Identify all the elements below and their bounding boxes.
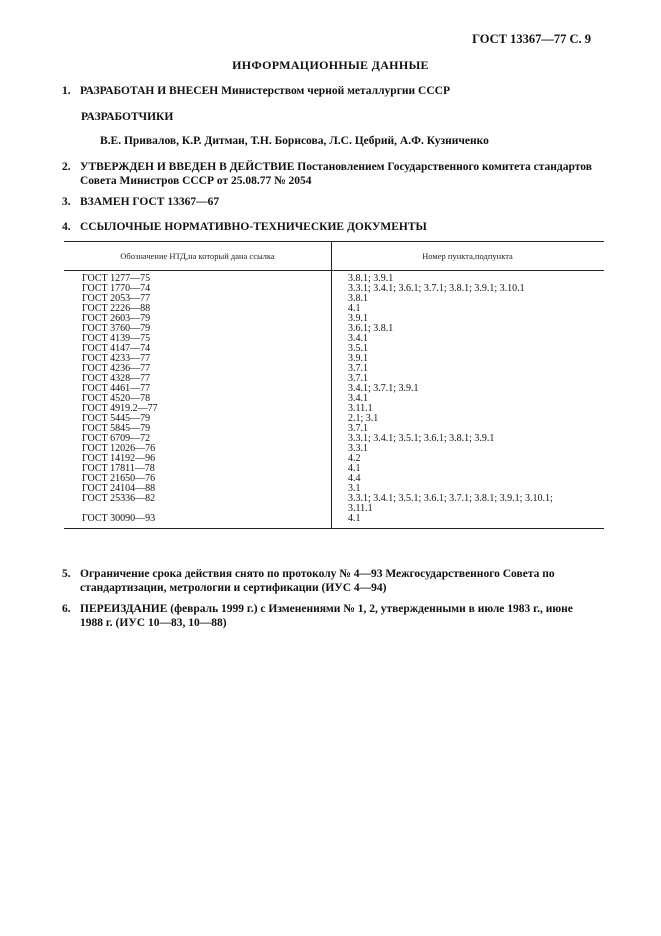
cell-document: ГОСТ 25336—82 [82,493,156,504]
cell-document: ГОСТ 4233—77 [82,353,151,364]
section-4 [62,220,602,234]
cell-clauses: 4.4 [348,473,361,484]
cell-clauses: 3.8.1; 3.9.1 [348,273,394,284]
cell-clauses: 3.3.1; 3.4.1; 3.5.1; 3.6.1; 3.8.1; 3.9.1 [348,433,495,444]
cell-document: ГОСТ 2053—77 [82,293,151,304]
cell-clauses [331,494,604,514]
cell-clauses: 3.4.1; 3.7.1; 3.9.1 [348,383,419,394]
section-number: 5. [62,568,71,580]
cell-clauses: 3.9.1 [348,353,368,364]
cell-clauses: 3.6.1; 3.8.1 [348,323,394,334]
section-6 [62,602,602,630]
cell-clauses-line: 3.3.1; 3.4.1; 3.5.1; 3.6.1; 3.7.1; 3.8.1; 3.9.1; 3.10.1; [348,493,553,504]
column-header-document: Обозначение НТД,на который дана ссылка [120,251,275,261]
section-2 [62,160,602,188]
cell-document: ГОСТ 30090—93 [82,513,156,524]
cell-clauses: 3.5.1 [348,343,368,354]
cell-clauses: 3.1 [348,483,361,494]
column-header-clause: Номер пункта,подпункта [422,251,513,261]
page-title: ИНФОРМАЦИОННЫЕ ДАННЫЕ [232,58,429,72]
cell-clauses: 4.1 [348,303,361,314]
cell-document: ГОСТ 1277—75 [82,273,151,284]
cell-clauses: 3.4.1 [348,393,368,404]
cell-document: ГОСТ 1770—74 [82,283,151,294]
cell-clauses: 4.1 [348,513,361,524]
cell-document: ГОСТ 5845—79 [82,423,151,434]
cell-document: ГОСТ 2226—88 [82,303,151,314]
cell-document: ГОСТ 12026—76 [82,443,156,454]
cell-clauses: 3.11.1 [348,403,373,414]
section-6-line2: 1988 г. (ИУС 10—83, 10—88) [80,617,227,629]
section-number: 4. [62,221,71,233]
cell-clauses: 3.8.1 [348,293,368,304]
cell-document: ГОСТ 4139—75 [82,333,151,344]
cell-clauses: 4.2 [348,453,361,464]
cell-clauses: 3.7.1 [348,423,368,434]
references-table [64,241,604,529]
cell-document: ГОСТ 4919.2—77 [82,403,158,414]
page-reference: ГОСТ 13367—77 С. 9 [472,32,591,46]
column-divider [331,242,332,528]
section-4-text: ССЫЛОЧНЫЕ НОРМАТИВНО-ТЕХНИЧЕСКИЕ ДОКУМЕНТЫ [80,221,427,233]
section-6-line1: ПЕРЕИЗДАНИЕ (февраль 1999 г.) с Изменениями № 1, 2, утвержденными в июле 1983 г., июне [80,603,573,615]
cell-clauses: 3.4.1 [348,333,368,344]
developers-list: В.Е. Привалов, К.Р. Дитман, Т.Н. Борисова, Л.С. Цебрий, А.Ф. Кузниченко [100,135,489,147]
cell-clauses: 3.7.1 [348,363,368,374]
cell-document: ГОСТ 2603—79 [82,313,151,324]
cell-clauses: 3.3.1 [348,443,368,454]
section-number: 3. [62,196,71,208]
section-1-text: РАЗРАБОТАН И ВНЕСЕН Министерством черной металлургии СССР [80,85,450,97]
cell-document: ГОСТ 4236—77 [82,363,151,374]
section-2-line2: Совета Министров СССР от 25.08.77 № 2054 [80,175,312,187]
cell-document: ГОСТ 4461—77 [82,383,151,394]
cell-document: ГОСТ 17811—78 [82,463,155,474]
section-5 [62,567,602,595]
cell-document: ГОСТ 21650—76 [82,473,156,484]
cell-clauses: 3.3.1; 3.4.1; 3.6.1; 3.7.1; 3.8.1; 3.9.1; 3.10.1 [348,283,525,294]
section-3-text: ВЗАМЕН ГОСТ 13367—67 [80,196,220,208]
table-body [64,271,604,528]
section-number: 2. [62,161,71,173]
section-3 [62,195,602,209]
cell-document: ГОСТ 4328—77 [82,373,151,384]
cell-clauses: 2.1; 3.1 [348,413,379,424]
section-2-line1: УТВЕРЖДЕН И ВВЕДЕН В ДЕЙСТВИЕ Постановлением Государственного комитета стандартов [80,161,592,173]
cell-clauses: 4.1 [348,463,361,474]
table-row [64,514,604,524]
cell-document: ГОСТ 3760—79 [82,323,151,334]
cell-document: ГОСТ 6709—72 [82,433,151,444]
cell-document: ГОСТ 14192—96 [82,453,156,464]
section-number: 1. [62,85,71,97]
cell-document: ГОСТ 4147—74 [82,343,151,354]
cell-document: ГОСТ 4520—78 [82,393,151,404]
cell-document: ГОСТ 24104—88 [82,483,156,494]
developers-label: РАЗРАБОТЧИКИ [81,111,174,123]
cell-clauses-line: 3.11.1 [348,503,373,514]
table-header [64,242,604,271]
table-row [64,494,604,514]
section-number: 6. [62,603,71,615]
cell-clauses: 3.9.1 [348,313,368,324]
cell-document: ГОСТ 5445—79 [82,413,151,424]
section-1 [62,84,602,98]
cell-clauses: 3.7.1 [348,373,368,384]
section-5-line2: стандартизации, метрологии и сертификации (ИУС 4—94) [80,582,387,594]
section-5-line1: Ограничение срока действия снято по протоколу № 4—93 Межгосударственного Совета по [80,568,555,580]
